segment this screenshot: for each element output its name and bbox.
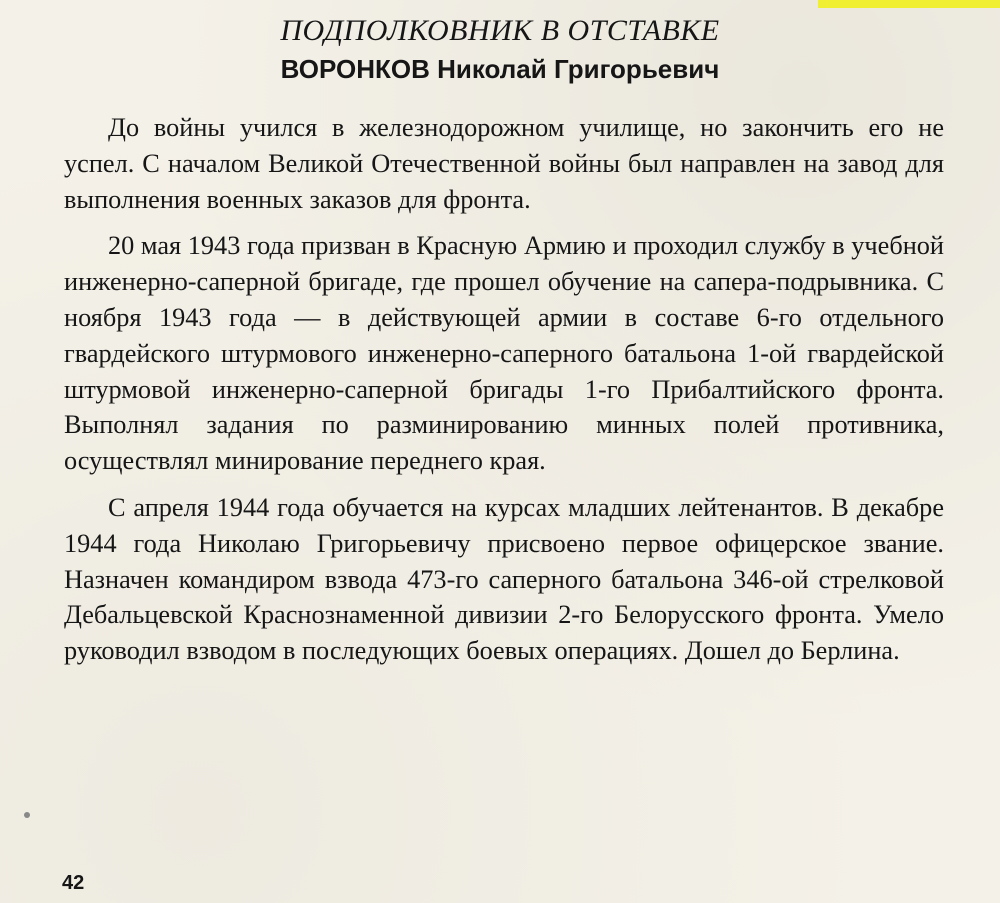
page-number: 42 — [62, 872, 85, 894]
person-name: ВОРОНКОВ Николай Григорьевич — [280, 54, 720, 84]
paragraph: С апреля 1944 года обучается на курсах младших лейтенантов. В декабре 1944 года Николаю Григорьевичу присвоено первое офицерское звание. Назначен командиром взвода 473-го саперного батальона 346-ой стрелковой Дебальцевской Краснознаменной дивизии 2-го Белорусского фронта. Умело руководил взводом в последующих боевых операциях. Дошел до Берлина. — [64, 492, 944, 666]
page-title: ПОДПОЛКОВНИК В ОТСТАВКЕ — [280, 14, 720, 47]
paragraph: До войны учился в железнодорожном училище, но закончить его не успел. С началом Великой Отечественной войны был направлен на завод для выполнения военных заказов для фронта. — [64, 113, 944, 214]
highlighter-mark — [818, 0, 1000, 8]
paragraph: 20 мая 1943 года призван в Красную Армию и проходил службу в учебной инженерно-саперной бригаде, где прошел обучение на сапера-подрывника. С ноября 1943 года — в действующей армии в составе 6-го отдельного гвардейского штурмового инженерно-саперного батальона 1-ой гвардейской штурмовой инженерно-саперной бригады 1-го Прибалтийского фронта. Выполнял задания по разминированию минных полей противника, осуществлял минирование переднего края. — [64, 231, 944, 476]
body-text — [64, 110, 944, 680]
print-speck — [24, 812, 30, 818]
